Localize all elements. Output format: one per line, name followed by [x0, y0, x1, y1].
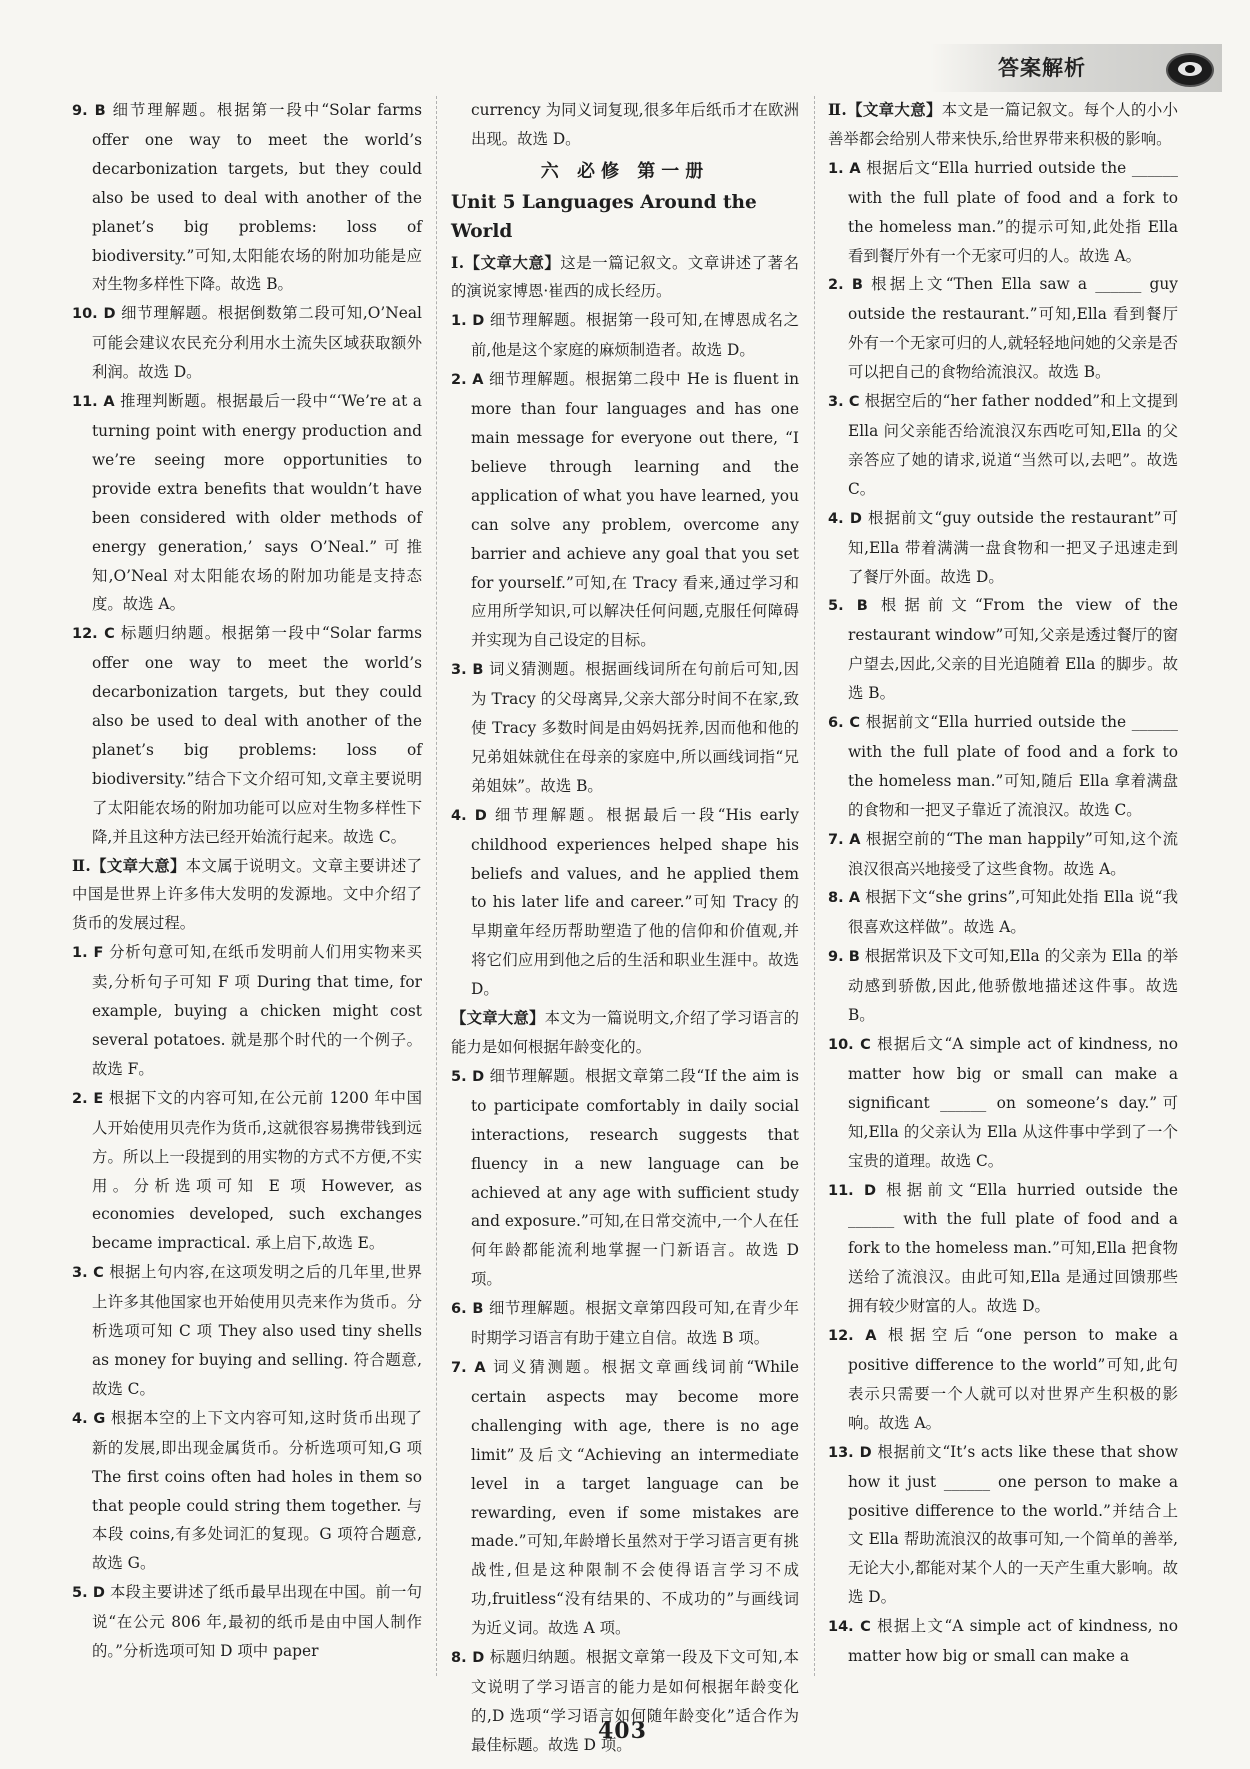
answer-item: 5. D 细节理解题。根据文章第二段“If the aim is to participate comfortably in daily social interactions, research suggests that fluency in a new language can be achieved at any age with sufficient study and exposure.”可知,在日常交流中,一个人在任何年龄都能流利地掌握一门新语言。故选 D 项。 [451, 1066, 799, 1289]
passage-summary: Ⅰ.【文章大意】这是一篇记叙文。文章讲述了著名的演说家博恩·崔西的成长经历。 [451, 253, 799, 301]
answer-item: 14. C 根据上文“A simple act of kindness, no matter how big or small can make a [828, 1617, 1178, 1666]
answer-item: 4. G 根据本空的上下文内容可知,这时货币出现了新的发展,即出现金属货币。分析选项可知,G 项 The first coins often had holes in them so that people could string them together. 与本段 coins,有多处词汇的复现。G 项符合题意,故选 G。 [72, 1408, 422, 1573]
answer-item: 12. C 标题归纳题。根据第一段中“Solar farms offer one way to meet the world’s decarbonization targets, but they could also be used to deal with another of the planet’s big problems: loss of biodiversity.”结合下文介绍可知,文章主要说明了太阳能农场的附加功能可以应对生物多样性下降,并且这种方法已经开始流行起来。故选 C。 [72, 624, 422, 846]
answer-item: 2. E 根据下文的内容可知,在公元前 1200 年中国人开始使用贝壳作为货币,这就很容易携带钱到远方。所以上一段提到的用实物的方式不方便,不实用。分析选项可知 E 项 However, as economies developed, such exchanges became impractical. 承上启下,故选 E。 [72, 1088, 422, 1253]
answer-item: 1. D 细节理解题。根据第一段可知,在博恩成名之前,他是这个家庭的麻烦制造者。故选 D。 [451, 311, 799, 360]
answer-item: 10. D 细节理解题。根据倒数第二段可知,O’Neal 可能会建议农民充分利用水土流失区域获取额外利润。故选 D。 [72, 304, 422, 382]
answer-item: 3. B 词义猜测题。根据画线词所在句前后可知,因为 Tracy 的父母离异,父亲大部分时间不在家,致使 Tracy 多数时间是由妈妈抚养,因而他和他的兄弟姐妹就住在母亲的家庭中,所以画线词指“兄弟姐妹”。故选 B。 [451, 660, 799, 795]
passage-summary: 【文章大意】本文为一篇说明文,介绍了学习语言的能力是如何根据年龄变化的。 [451, 1009, 799, 1056]
passage-summary: Ⅱ.【文章大意】本文是一篇记叙文。每个人的小小善举都会给别人带来快乐,给世界带来积极的影响。 [828, 101, 1178, 148]
unit-title: Unit 5 Languages Around the World [451, 191, 757, 242]
header-title: 答案解析 [998, 56, 1086, 80]
column-1 [72, 96, 422, 1666]
continued-text: currency 为同义词复现,很多年后纸币才在欧洲出现。故选 D。 [471, 101, 799, 148]
answer-item: 6. B 细节理解题。根据文章第四段可知,在青少年时期学习语言有助于建立自信。故选 B 项。 [451, 1299, 799, 1348]
answer-item: 8. A 根据下文“she grins”,可知此处指 Ella 说“我很喜欢这样做”。故选 A。 [828, 888, 1178, 937]
answer-item: 12. A 根据空后“one person to make a positive difference to the world”可知,此句表示只需要一个人就可以对世界产生积极的影响。故选 A。 [828, 1326, 1178, 1432]
answer-item: 13. D 根据前文“It’s acts like these that show how it just ______ one person to make a positive difference to the world.”并结合上文 Ella 帮助流浪汉的故事可知,一个简单的善举,无论大小,都能对某个人的一天产生重大影响。故选 D。 [828, 1442, 1178, 1607]
answer-item: 7. A 根据空前的“The man happily”可知,这个流浪汉很高兴地接受了这些食物。故选 A。 [828, 829, 1178, 878]
answer-item: 11. A 推理判断题。根据最后一段中“‘We’re at a turning point with energy production and we’re seeing more opportunities to provide extra benefits that wouldn’t have been considered with older methods of energy generation,’ says O’Neal.”可推知,O’Neal 对太阳能农场的附加功能是支持态度。故选 A。 [72, 392, 422, 614]
answer-item: 5. D 本段主要讲述了纸币最早出现在中国。前一句说“在公元 806 年,最初的纸币是由中国人制作的。”分析选项可知 D 项中 paper [72, 1583, 422, 1661]
answer-item: 7. A 词义猜测题。根据文章画线词前“While certain aspects may become more challenging with age, there is no age limit”及后文“Achieving an intermediate level in a target language can be rewarding, even if some mistakes are made.”可知,年龄增长虽然对于学习语言更有挑战性,但是这种限制不会使得语言学习不成功,fruitless“没有结果的、不成功的”与画线词为近义词。故选 A 项。 [451, 1357, 799, 1638]
answer-item: 6. C 根据前文“Ella hurried outside the ______ with the full plate of food and a fork to the homeless man.”可知,随后 Ella 拿着满盘的食物和一把叉子靠近了流浪汉。故选 C。 [828, 713, 1178, 819]
answer-item: 4. D 根据前文“guy outside the restaurant”可知,Ella 带着满满一盘食物和一把叉子迅速走到了餐厅外面。故选 D。 [828, 508, 1178, 586]
column-divider-2 [814, 96, 815, 1676]
answer-item: 9. B 根据常识及下文可知,Ella 的父亲为 Ella 的举动感到骄傲,因此,他骄傲地描述这件事。故选 B。 [828, 947, 1178, 1025]
answer-item: 2. B 根据上文“Then Ella saw a ______ guy outside the restaurant.”可知,Ella 看到餐厅外有一个无家可归的人,就轻轻地问她的父亲是否可以把自己的食物给流浪汉。故选 B。 [828, 275, 1178, 382]
answer-item: 3. C 根据空后的“her father nodded”和上文提到 Ella 问父亲能否给流浪汉东西吃可知,Ella 的父亲答应了她的请求,说道“当然可以,去吧”。故选 C。 [828, 392, 1178, 498]
column-divider-1 [436, 96, 437, 1676]
answer-item: 1. F 分析句意可知,在纸币发明前人们用实物来买卖,分析句子可知 F 项 During that time, for example, buying a chicken might cost several potatoes. 就是那个时代的一个例子。故选 F。 [72, 943, 422, 1078]
answer-item: 4. D 细节理解题。根据最后一段“His early childhood experiences helped shape his beliefs and values, and he applied them to his later life and career.”可知 Tracy 的早期童年经历帮助塑造了他的信仰和价值观,并将它们应用到他之后的生活和职业生涯中。故选 D。 [451, 805, 799, 999]
answer-item: 9. B 细节理解题。根据第一段中“Solar farms offer one way to meet the world’s decarbonization targets, but they could also be used to deal with another of the planet’s big problems: loss of biodiversity.”可知,太阳能农场的附加功能是应对生物多样性下降。故选 B。 [72, 101, 422, 294]
column-3 [828, 96, 1178, 1671]
answer-item: 10. C 根据后文“A simple act of kindness, no matter how big or small can make a significant ______ on someone’s day.”可知,Ella 的父亲认为 Ella 从这件事中学到了一个宝贵的道理。故选 C。 [828, 1035, 1178, 1170]
passage-summary: Ⅱ.【文章大意】本文属于说明文。文章主要讲述了中国是世界上许多伟大发明的发源地。文中介绍了货币的发展过程。 [72, 856, 422, 933]
page-number: 403 [598, 1718, 647, 1744]
publisher-logo-icon [1166, 53, 1214, 87]
answer-item: 11. D 根据前文“Ella hurried outside the ______ with the full plate of food and a fork to the homeless man.”可知,Ella 把食物送给了流浪汉。由此可知,Ella 是通过回馈那些拥有较少财富的人。故选 D。 [828, 1180, 1178, 1316]
answer-item: 2. A 细节理解题。根据第二段中 He is fluent in more than four languages and has one main message for everyone out there, “I believe through learning and the application of what you have learned, you can solve any problem, overcome any barrier and achieve any goal that you set for yourself.”可知,在 Tracy 看来,通过学习和应用所学知识,可以解决任何问题,克服任何障碍并实现为自己设定的目标。 [451, 370, 799, 650]
answer-item: 8. D 标题归纳题。根据文章第一段及下文可知,本文说明了学习语言的能力是如何根据年龄变化的,D 选项“学习语言如何随年龄变化”适合作为最佳标题。故选 D 项。 [451, 1648, 799, 1754]
section-title: 六 必修 第一册 [540, 160, 710, 182]
page-header [930, 44, 1222, 92]
answer-item: 5. B 根据前文“From the view of the restaurant window”可知,父亲是透过餐厅的窗户望去,因此,父亲的目光追随着 Ella 的脚步。故选 B。 [828, 596, 1178, 703]
answer-item: 3. C 根据上句内容,在这项发明之后的几年里,世界上许多其他国家也开始使用贝壳来作为货币。分析选项可知 C 项 They also used tiny shells as money for buying and selling. 符合题意,故选 C。 [72, 1263, 422, 1398]
answer-item: 1. A 根据后文“Ella hurried outside the ______ with the full plate of food and a fork to the homeless man.”的提示可知,此处指 Ella 看到餐厅外有一个无家可归的人。故选 A。 [828, 158, 1178, 265]
column-2 [451, 96, 799, 1760]
